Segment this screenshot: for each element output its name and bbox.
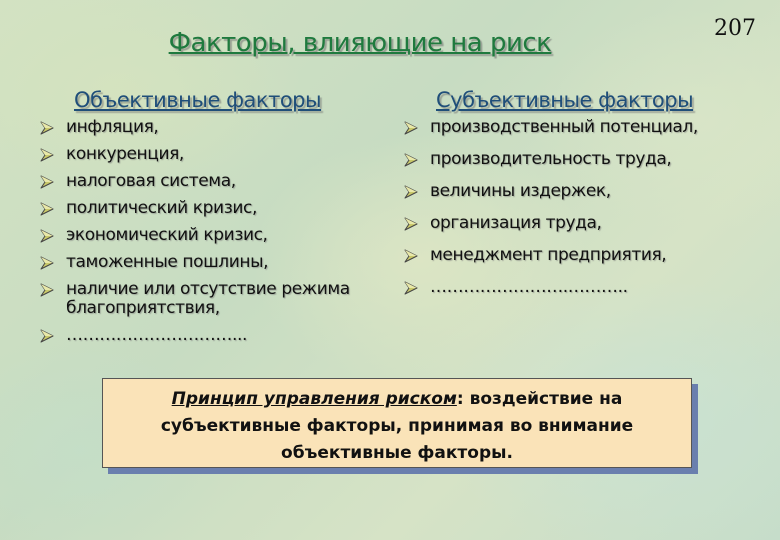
list-item bbox=[34, 199, 374, 218]
arrow-bullet-icon bbox=[40, 229, 54, 243]
arrow-bullet-icon bbox=[40, 256, 54, 270]
slide-title: Факторы, влияющие на риск bbox=[168, 28, 552, 58]
list-item bbox=[34, 118, 374, 137]
objective-factors-list bbox=[34, 118, 374, 345]
arrow-bullet-icon bbox=[404, 153, 418, 167]
principle-box bbox=[102, 378, 692, 468]
objective-factors-column bbox=[34, 88, 374, 353]
arrow-bullet-icon bbox=[40, 202, 54, 216]
arrow-bullet-icon bbox=[40, 329, 54, 343]
list-item-text: таможенные пошлины, bbox=[66, 252, 269, 272]
arrow-bullet-icon bbox=[404, 121, 418, 135]
arrow-bullet-icon bbox=[404, 185, 418, 199]
list-item-text: производительность труда, bbox=[430, 149, 672, 169]
list-item-text: экономический кризис, bbox=[66, 225, 268, 245]
page-number: 207 bbox=[714, 16, 756, 41]
list-item bbox=[34, 145, 374, 164]
list-item-text: …………………….……….. bbox=[430, 277, 628, 297]
arrow-bullet-icon bbox=[40, 121, 54, 135]
list-item bbox=[34, 172, 374, 191]
arrow-bullet-icon bbox=[40, 148, 54, 162]
list-item-text: инфляция, bbox=[66, 117, 159, 137]
principle-text: : воздействие на субъективные факторы, принимая во внимание объективные факторы. bbox=[160, 389, 634, 463]
arrow-bullet-icon bbox=[404, 217, 418, 231]
subjective-factors-heading: Субъективные факторы bbox=[436, 88, 694, 112]
subjective-factors-list bbox=[398, 118, 768, 297]
list-item-text: конкуренция, bbox=[66, 144, 184, 164]
list-item bbox=[34, 226, 374, 245]
arrow-bullet-icon bbox=[40, 283, 54, 297]
list-item bbox=[34, 326, 374, 345]
list-item bbox=[398, 278, 768, 297]
subjective-factors-column bbox=[398, 88, 768, 310]
list-item-text: наличие или отсутствие режима благоприятствия, bbox=[66, 279, 350, 318]
list-item-text: налоговая система, bbox=[66, 171, 236, 191]
principle-lead: Принцип управления риском bbox=[171, 389, 457, 409]
list-item bbox=[398, 246, 768, 265]
list-item bbox=[34, 280, 374, 318]
list-item-text: производственный потенциал, bbox=[430, 117, 698, 137]
list-item bbox=[398, 182, 768, 201]
list-item bbox=[398, 118, 768, 137]
arrow-bullet-icon bbox=[40, 175, 54, 189]
list-item-text: величины издержек, bbox=[430, 181, 611, 201]
list-item bbox=[34, 253, 374, 272]
list-item-text: организация труда, bbox=[430, 213, 602, 233]
list-item-text: …………………………... bbox=[66, 325, 248, 345]
list-item bbox=[398, 214, 768, 233]
arrow-bullet-icon bbox=[404, 249, 418, 263]
list-item-text: менеджмент предприятия, bbox=[430, 245, 667, 265]
objective-factors-heading: Объективные факторы bbox=[74, 88, 322, 112]
arrow-bullet-icon bbox=[404, 281, 418, 295]
list-item bbox=[398, 150, 768, 169]
list-item-text: политический кризис, bbox=[66, 198, 257, 218]
